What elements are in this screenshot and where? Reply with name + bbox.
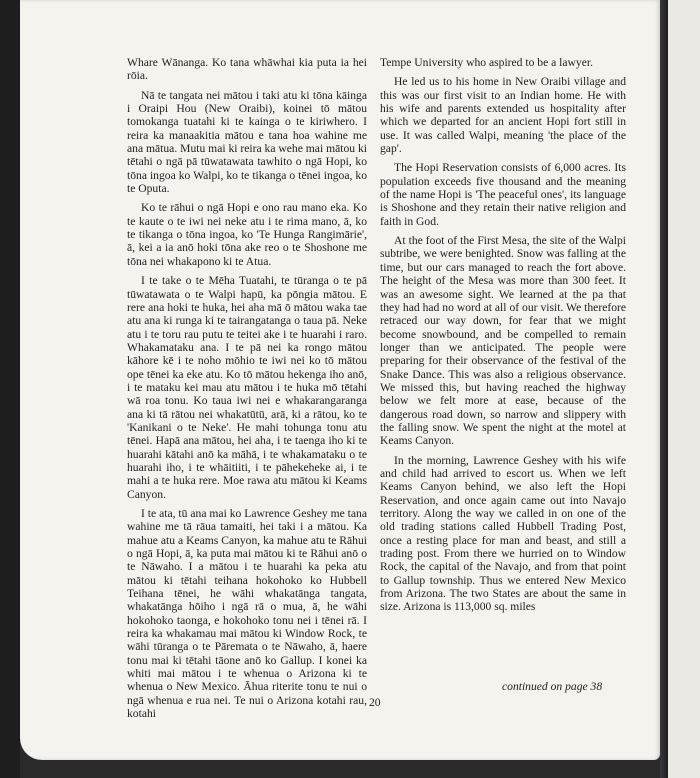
- english-paragraph: Tempe University who aspired to be a lawyer.: [380, 56, 593, 69]
- next-page-edge: [668, 0, 700, 778]
- english-paragraph: The Hopi Reservation consists of 6,000 acres. Its population exceeds five thousand and the meaning of the name Hopi is 'The peaceful ones', its language is Shoshone and they retain their native religion and faith in God.: [380, 161, 626, 228]
- continued-note: continued on page 38: [502, 680, 603, 693]
- english-paragraph: In the morning, Lawrence Geshey with his wife and child had arrived to escort us. When we left Keams Canyon behind, we also left the Hopi Reservation, and once again came out into Navajo territory. Along the way we called in on one of the old trading stations called Hubbell Trading Post, once a resting place for man and beast, and still a trading post. From there we hurried on to Window Rock, the capital of the Navajo, and from that point to Gallup township. Thus we entered New Mexico from Arizona. The two States are about the same in size. Arizona is 113,000 sq. miles: [380, 453, 626, 614]
- page-number: 20: [369, 696, 381, 709]
- maori-paragraph: I te take o te Mēha Tuatahi, te tūranga o te pā tūwatawata o te Walpi hapū, ka pōngia mātou. E rere ana hoki te huka, hei aha mā ō mātou waka tae atu ana ki runga ki te tairangatanga o taua pā. Neke atu i te toru rau putu te teitei ake i te huarahi i raro. Whakamataku ana. I te pā nei ka rongo mātou kāhore kē i te noho mōhio te iwi nei ko tō mātou ope tēnei ka eke atu. Ko tō mātou hekenga iho anō, i te mataku kei mau atu mātou i te huka mō tētahi wā roa tonu. Ko taua iwi nei e whakarangaranga ana ki tā rātou nei whakatūtū, arā, ki a rātou, ko te 'Kanikani o te Neke'. He mahi tohunga tonu atu tēnei. Hapā ana mātou, hei aha, i te taenga iho ki te huarahi kātahi anō ka māhā, i te whakamataku o te huarahi iho, i te whāitiiti, i te pāhekeheke ai, i te mahi a te huka rere. Moe rawa atu mātou ki Keams Canyon.: [127, 274, 367, 501]
- maori-paragraph: I te ata, tū ana mai ko Lawrence Geshey me tana wahine me tā rāua tamaiti, hei taki i a mātou. Ka mahue atu a Keams Canyon, ka mahue atu te Rāhui o ngā Hopi, ā, ka puta mai mātou ki te Rāhui anō o te Nāwaho. I a mātou i te huarahi ka peka atu mātou ki tētahi teihana hokohoko ko Hubbell Teihana tēnei, he wāhi whakatānga tangata, whakatānga hōiho i ngā rā o mua, ā, he wāhi hokohoko taonga, e hokohoko tonu nei i tēnei rā. I reira ka whakamau mai mātou ki Window Rock, te wāhi tūranga o te Pāremata o te Nāwaho, ā, haere tonu mai ki tētahi tāone anō ko Gallup. I konei ka whiti mai mātou i te whenua o Arizona ki te whenua o New Mexico. Āhua riterite tonu te nui o ngā whenua e rua nei. Te nui o Arizona kotahi rau, kotahi: [127, 507, 367, 721]
- maori-paragraph: Ko te rāhui o ngā Hopi e ono rau mano eka. Ko te kaute o te iwi nei neke atu i te rima mano, ā, ko te tikanga o tōna ingoa, ko 'Te Hunga Rangimārie', ā, kei a ia anō hoki tōna ake reo o te Shoshone me tōna nei whakapono ki te Atua.: [127, 201, 367, 268]
- english-paragraph: At the foot of the First Mesa, the site of the Walpi subtribe, we were benighted. Snow was falling at the time, but our cars managed to reach the fort above. The height of the Mesa was more than 300 feet. It was an awesome sight. We learned at the pa that they had had no word at all of our visit. We therefore retraced our way down, for fear that we might become snowbound, and be compelled to remain longer than we anticipated. The people were preparing for their observance of the festival of the Snake Dance. This was also a religious observance. We missed this, but having reached the highway below we felt more at ease, because of the dangerous road down, so narrow and slippery with the falling snow. We spent the night at the motel at Keams Canyon.: [380, 234, 626, 448]
- english-text-column: [380, 56, 626, 620]
- maori-text-column: [127, 56, 367, 727]
- left-page-edge: [0, 0, 20, 778]
- english-paragraph: He led us to his home in New Oraibi village and this was our first visit to an Indian home. He with his wife and parents extended us hospitality after which we departed for an ancient Hopi fort still in use. It was called Walpi, meaning 'the place of the gap'.: [380, 75, 626, 156]
- maori-paragraph: Nā te tangata nei mātou i taki atu ki tōna kāinga i Oraipi Hou (New Oraibi), koinei tō mātou tomokanga tuatahi ki te kainga o te kiriwhero. I reira ka manaakitia mātou e tana hoa wahine me ana mātua. Mutu mai ki reira ka wehe mai mātou ki tētahi o ngā pā tūwatawata tawhito o ngā Hopi, ko tōna ingoa ko Walpi, ko te tikanga o tēnei ingoa, ko te Oputa.: [127, 88, 367, 196]
- maori-paragraph: Whare Wānanga. Ko tana whāwhai kia puta ia hei rōia.: [127, 56, 367, 83]
- book-gutter: [660, 0, 668, 778]
